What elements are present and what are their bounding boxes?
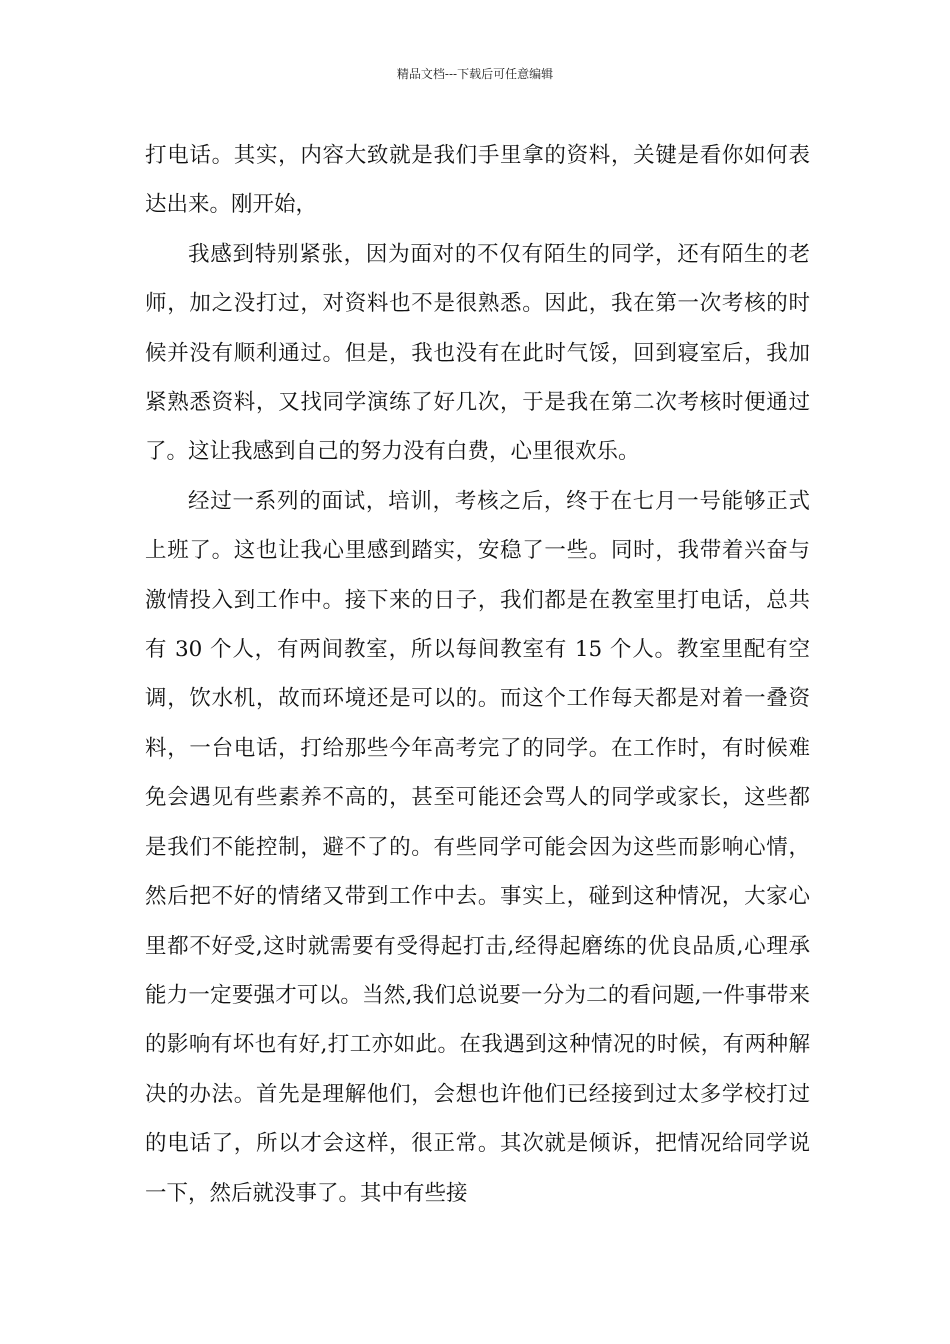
paragraph-3: 经过一系列的面试，培训，考核之后，终于在七月一号能够正式上班了。这也让我心里感到踏实，安稳了一些。同时，我带着兴奋与激情投入到工作中。接下来的日子，我们都是在教室里打电话，总共有 30 个人，有两间教室，所以每间教室有 15 个人。教室里配有空调，饮水机，故而环境还是可以的。而这个工作每天都是对着一叠资料，一台电话，打给那些今年高考完了的同学。在工作时，有时候难免会遇见有些素养不高的，甚至可能还会骂人的同学或家长，这些都是我们不能控制，避不了的。有些同学可能会因为这些而影响心情，然后把不好的情绪又带到工作中去。事实上，碰到这种情况，大家心里都不好受,这时就需要有受得起打击,经得起磨练的优良品质,心理承能力一定要强才可以。当然,我们总说要一分为二的看问题,一件事带来的影响有坏也有好,打工亦如此。在我遇到这种情况的时候，有两种解决的办法。首先是理解他们，会想也许他们已经接到过太多学校打过的电话了，所以才会这样，很正常。其次就是倾诉，把情况给同学说一下，然后就没事了。其中有些接 <box>145 488 810 1206</box>
paragraph-1: 打电话。其实，内容大致就是我们手里拿的资料，关键是看你如何表达出来。刚开始， <box>145 143 810 218</box>
document-body <box>145 131 810 1218</box>
page-header: 精品文档---下载后可任意编辑 <box>396 67 554 81</box>
paragraph-2: 我感到特别紧张，因为面对的不仅有陌生的同学，还有陌生的老师，加之没打过，对资料也不是很熟悉。因此，我在第一次考核的时候并没有顺利通过。但是，我也没有在此时气馁，回到寝室后，我加紧熟悉资料，又找同学演练了好几次，于是我在第二次考核时便通过了。这让我感到自己的努力没有白费，心里很欢乐。 <box>145 241 810 465</box>
